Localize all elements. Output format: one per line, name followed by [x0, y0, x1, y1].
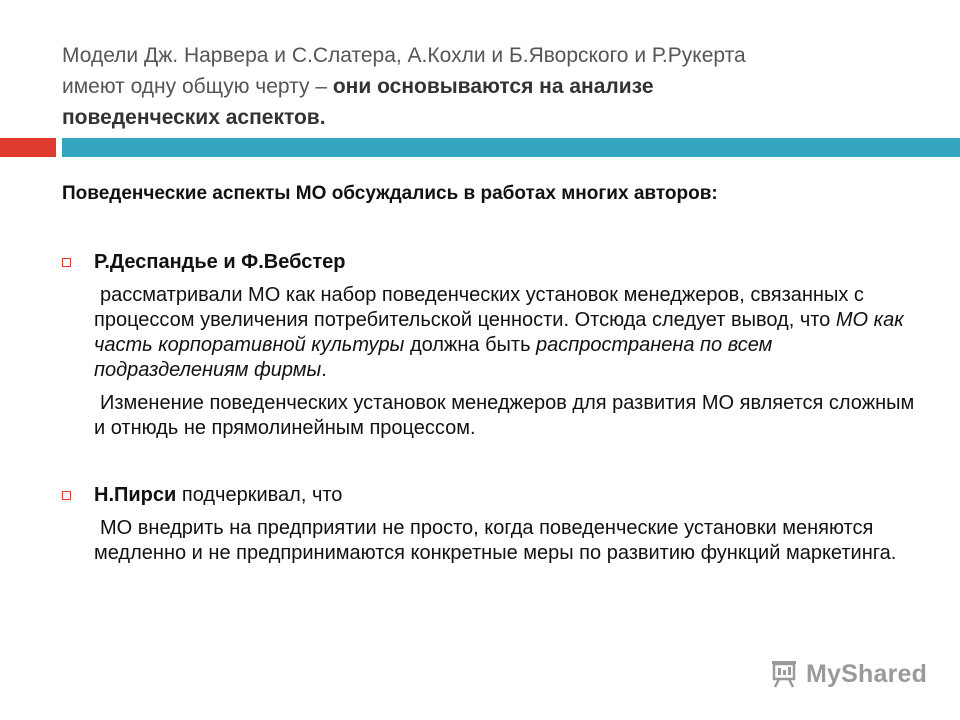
presentation-screen-icon: [768, 659, 800, 689]
title-line-3-bold: поведенческих аспектов.: [62, 106, 326, 129]
para-text: должна быть: [404, 334, 537, 356]
accent-bar-teal: [62, 138, 960, 157]
intro-text: Поведенческие аспекты МО обсуждались в работах многих авторов:: [62, 183, 718, 204]
item-paragraph-2: Изменение поведенческих установок менеджеров для развития МО является сложным и отнюдь не прямолинейным процессом.: [94, 392, 915, 439]
item-heading: [94, 248, 922, 277]
list-item-piercy: [62, 481, 922, 566]
item-paragraph-1: МО внедрить на предприятии не просто, когда поведенческие установки меняются медленно и не предпринимаются конкретные меры по развитию функций маркетинга.: [94, 517, 897, 564]
watermark-text: MyShared: [806, 659, 928, 688]
item-heading-rest: подчеркивал, что: [176, 484, 343, 506]
item-heading-authors: Н.Пирси: [94, 484, 177, 506]
title-line-2-bold: они основываются на анализе: [332, 75, 654, 98]
title-line-1: Модели Дж. Нарвера и С.Слатера, А.Кохли и Б.Яворского и Р.Рукерта: [62, 44, 746, 67]
accent-bar-red: [0, 138, 56, 157]
item-heading: [94, 481, 922, 510]
para-text: рассматривали МО как набор поведенческих установок менеджеров, связанных с процессом увеличения потребительской ценности. Отсюда следует вывод, что: [94, 284, 864, 331]
item-paragraph-1: [94, 283, 922, 383]
para-italic-text: распространена по всем подразделениям фирмы: [94, 334, 773, 381]
item-heading-authors: Р.Деспандье и Ф.Вебстер: [94, 251, 346, 273]
watermark: [768, 656, 927, 692]
list-item-deshpande: [62, 248, 922, 441]
para-italic-text: МО как часть корпоративной культуры: [94, 309, 904, 356]
square-bullet-icon: [62, 491, 71, 500]
slide-body: [62, 180, 922, 606]
title-line-2-plain: имеют одну общую черту –: [62, 75, 333, 98]
square-bullet-icon: [62, 258, 71, 267]
para-text: .: [321, 359, 327, 381]
slide-title: [62, 40, 922, 133]
